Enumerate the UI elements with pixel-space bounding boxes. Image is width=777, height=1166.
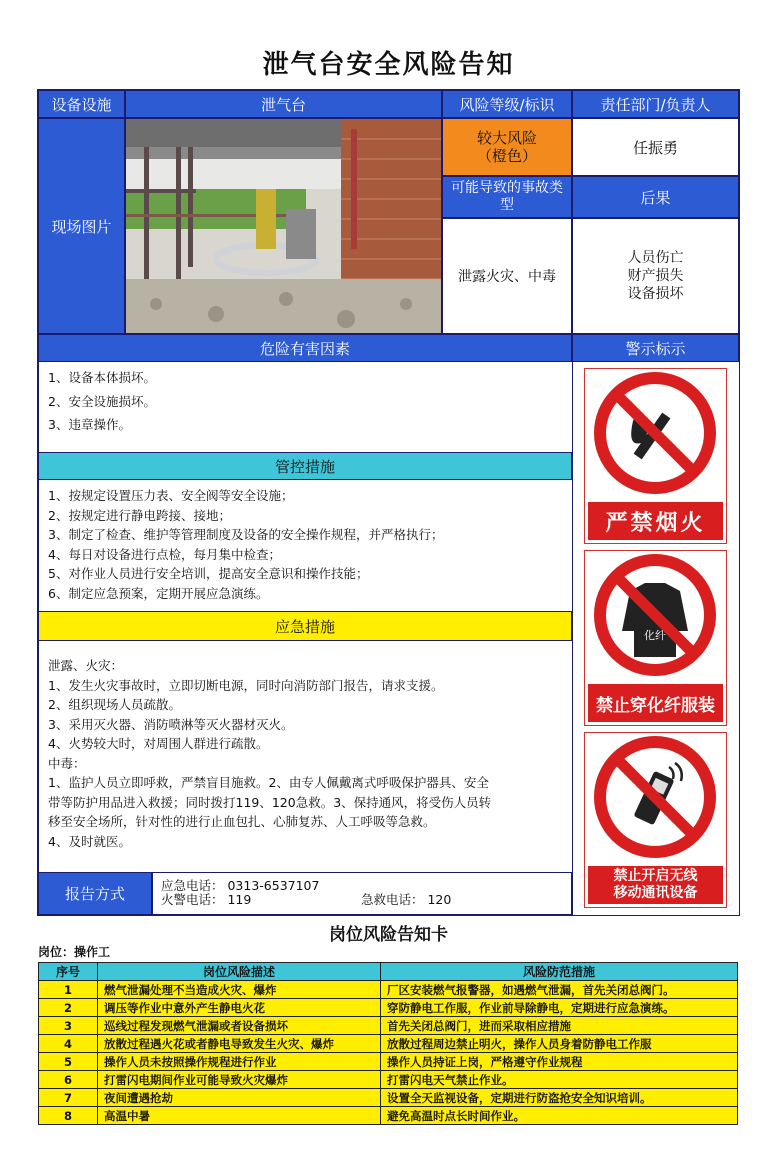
sign-label: [588, 866, 723, 904]
prevention-measure: 操作人员持证上岗，严格遵守作业规程: [381, 1053, 738, 1071]
hazard-item: 3、违章操作。: [48, 417, 131, 432]
hazard-list: [40, 368, 570, 448]
report-phones: [152, 872, 572, 915]
warning-header: 警示标示: [572, 334, 739, 362]
prevention-measure: 首先关闭总阀门，进而采取相应措施: [381, 1017, 738, 1035]
emergency-item: 1、发生火灾事故时，立即切断电源，同时向消防部门报告，请求支援。: [48, 677, 444, 693]
svg-text:化纤: 化纤: [644, 629, 666, 642]
risk-description: 夜间遭遇抢劫: [98, 1089, 381, 1107]
hazard-item: 1、设备本体损坏。: [48, 370, 156, 385]
responsible-person: 任振勇: [572, 118, 739, 176]
hazard-item: 2、安全设施损坏。: [48, 393, 156, 409]
row-number: 2: [39, 999, 98, 1017]
control-item: 1、按规定设置压力表、安全阀等安全设施；: [48, 488, 294, 503]
accident-type-label: 可能导致的事故类型: [442, 176, 572, 218]
prevention-measure: 设置全天监视设备，定期进行防盗抢安全知识培训。: [381, 1089, 738, 1107]
emergency-item: 4、及时就医。: [48, 833, 131, 849]
equipment-value: 泄气台: [125, 90, 442, 118]
site-photo: [125, 118, 442, 334]
emergency-item: 带等防护用品进入救援；同时拨打119、120急救。3、保持通风，将受伤人员转: [48, 794, 492, 810]
column-header: 岗位风险描述: [98, 963, 381, 981]
risk-level-label: 风险等级/标识: [442, 90, 572, 118]
control-header: 管控措施: [38, 452, 572, 480]
control-item: 2、按规定进行静电跨接、接地；: [48, 507, 231, 523]
table-row: [39, 1035, 738, 1053]
table-row: [39, 1107, 738, 1125]
emergency-item: 2、组织现场人员疏散。: [48, 697, 181, 712]
report-label: 报告方式: [38, 872, 152, 915]
consequence-item: 设备损坏: [627, 286, 684, 302]
page-title: 泄气台安全风险告知: [262, 50, 515, 80]
column-header: 风险防范措施: [381, 963, 738, 981]
emergency-phone: 应急电话： 0313-6537107: [161, 878, 320, 893]
emergency-item: 泄露、火灾：: [48, 658, 124, 673]
row-number: 8: [39, 1107, 98, 1125]
control-list: [40, 486, 570, 606]
site-photo-label: 现场图片: [38, 118, 125, 334]
prevention-measure: 打雷闪电天气禁止作业。: [381, 1071, 738, 1089]
no-mobile-phone-icon: [585, 733, 726, 863]
table-row: [39, 1017, 738, 1035]
row-number: 1: [39, 981, 98, 999]
row-number: 7: [39, 1089, 98, 1107]
prevention-measure: 厂区安装燃气报警器，如遇燃气泄漏，首先关闭总阀门。: [381, 981, 738, 999]
control-item: 6、制定应急预案，定期开展应急演练。: [48, 585, 269, 601]
table-row: [39, 1071, 738, 1089]
row-number: 6: [39, 1071, 98, 1089]
sign-no-smoking: [584, 368, 727, 544]
fire-phone: 火警电话： 119: [161, 892, 252, 907]
emergency-header: 应急措施: [38, 611, 572, 641]
gas-station-photo: [126, 119, 441, 333]
risk-description: 巡线过程发现燃气泄漏或者设备损坏: [98, 1017, 381, 1035]
row-number: 4: [39, 1035, 98, 1053]
card-post: 岗位：操作工: [38, 945, 111, 959]
emergency-item: 中毒：: [48, 755, 86, 771]
sign-label: 禁止穿化纤服装: [588, 684, 723, 722]
prevention-measure: 避免高温时点长时间作业。: [381, 1107, 738, 1125]
control-item: 3、制定了检查、维护等管理制度及设备的安全操作规程，并严格执行；: [48, 527, 444, 542]
sign-no-synthetic-clothing: [584, 550, 727, 726]
emergency-item: 1、监护人员立即呼救，严禁盲目施救。2、由专人佩戴离式呼吸保护器具、安全: [48, 775, 489, 790]
row-number: 3: [39, 1017, 98, 1035]
table-row: [39, 1053, 738, 1071]
department-label: 责任部门/负责人: [572, 90, 739, 118]
risk-description: 调压等作业中意外产生静电火花: [98, 999, 381, 1017]
risk-level-badge: [442, 118, 572, 176]
sign-label-line: 移动通讯设备: [613, 885, 698, 901]
table-header-row: [39, 963, 738, 981]
sign-label-line: 禁止开启无线: [613, 868, 698, 884]
risk-description: 燃气泄漏处理不当造成火灾、爆炸: [98, 981, 381, 999]
accident-type-value: 泄露火灾、中毒: [442, 218, 572, 334]
no-synthetic-clothing-icon: [585, 551, 726, 681]
hazard-header: 危险有害因素: [38, 334, 572, 362]
post-risk-table: [38, 962, 738, 1125]
sign-no-mobile-phone: [584, 732, 727, 908]
risk-description: 放散过程遇火花或者静电导致发生火灾、爆炸: [98, 1035, 381, 1053]
row-number: 5: [39, 1053, 98, 1071]
card-title: 岗位风险告知卡: [329, 925, 448, 945]
sign-label: 严禁烟火: [588, 502, 723, 540]
control-item: 4、每日对设备进行点检，每月集中检查；: [48, 546, 281, 562]
risk-description: 打雷闪电期间作业可能导致火灾爆炸: [98, 1071, 381, 1089]
risk-level-line2: （橙色）: [476, 147, 537, 165]
risk-description: 操作人员未按照操作规程进行作业: [98, 1053, 381, 1071]
emergency-list: [40, 656, 570, 856]
table-row: [39, 999, 738, 1017]
equipment-label: 设备设施: [38, 90, 125, 118]
ambulance-phone: 急救电话： 120: [361, 892, 452, 907]
prevention-measure: 穿防静电工作服，作业前导除静电，定期进行应急演练。: [381, 999, 738, 1017]
table-row: [39, 981, 738, 999]
emergency-item: 4、火势较大时，对周围人群进行疏散。: [48, 736, 269, 751]
no-smoking-icon: [585, 369, 726, 499]
risk-description: 高温中暑: [98, 1107, 381, 1125]
prevention-measure: 放散过程周边禁止明火，操作人员身着防静电工作服: [381, 1035, 738, 1053]
consequence-label: 后果: [572, 176, 739, 218]
column-header: 序号: [39, 963, 98, 981]
emergency-item: 3、采用灭火器、消防喷淋等灭火器材灭火。: [48, 716, 294, 732]
consequence-list: [572, 218, 739, 334]
control-item: 5、对作业人员进行安全培训，提高安全意识和操作技能；: [48, 566, 369, 581]
table-row: [39, 1089, 738, 1107]
risk-level-line1: 较大风险: [476, 129, 537, 147]
consequence-item: 财产损失: [627, 268, 684, 284]
emergency-item: 移至安全场所，针对性的进行止血包扎、心肺复苏、人工呼吸等急救。: [48, 814, 436, 829]
consequence-item: 人员伤亡: [627, 250, 684, 266]
